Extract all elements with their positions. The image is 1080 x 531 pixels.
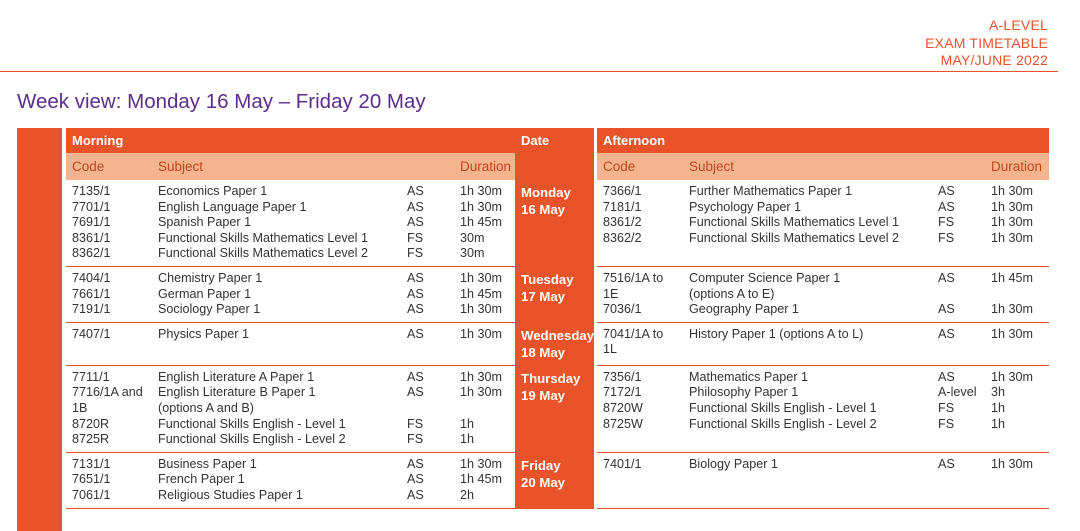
am-subject: Functional Skills Mathematics Level 2	[158, 246, 368, 261]
pm-code: 1E	[603, 286, 619, 301]
am-subject: Economics Paper 1	[158, 184, 268, 198]
pm-duration: 1h 30m	[991, 456, 1034, 471]
am-level: AS	[407, 270, 424, 285]
am-level: FS	[407, 230, 424, 245]
pm-subject: Functional Skills Mathematics Level 2	[689, 230, 900, 245]
am-subject: English Literature B Paper 1	[158, 385, 316, 400]
pm-duration: 1h 30m	[991, 230, 1034, 245]
am-duration: 1h 45m	[460, 286, 503, 301]
am-code: 8362/1	[72, 246, 111, 261]
am-level-cell	[401, 452, 454, 508]
am-subject-cell	[152, 266, 401, 322]
am-duration	[460, 401, 515, 417]
pm-duration: 1h	[991, 400, 1006, 415]
date-label: 18 May	[521, 344, 566, 360]
pm-code-header: Code	[597, 153, 683, 180]
pm-code: 7401/1	[603, 456, 642, 471]
am-code: 7061/1	[72, 487, 111, 502]
am-subject: Spanish Paper 1	[158, 215, 252, 230]
pm-code-cell	[597, 365, 683, 452]
am-code: 7404/1	[72, 270, 111, 285]
am-level: FS	[407, 432, 424, 447]
am-level: AS	[407, 199, 424, 214]
am-code: 8361/1	[72, 230, 111, 245]
pm-subject: Mathematics Paper 1	[689, 369, 809, 384]
pm-duration-cell	[985, 365, 1049, 452]
am-subject: French Paper 1	[158, 472, 245, 487]
pm-code: 1L	[603, 342, 618, 357]
pm-code-cell	[597, 452, 683, 508]
pm-duration: 1h 30m	[991, 326, 1034, 341]
date-label: 19 May	[521, 387, 566, 403]
am-duration: 1h 30m	[460, 385, 503, 400]
am-duration-cell	[454, 322, 515, 365]
pm-subject: Geography Paper 1	[689, 302, 799, 317]
pm-level: FS	[938, 416, 955, 431]
pm-subject: Philosophy Paper 1	[689, 385, 799, 400]
am-code: 7651/1	[72, 472, 111, 487]
pm-level: AS	[938, 270, 955, 285]
am-subject-cell	[152, 180, 401, 266]
pm-level	[938, 287, 985, 303]
column-header-row	[66, 153, 1049, 180]
am-duration: 1h 30m	[460, 302, 503, 317]
am-level: AS	[407, 385, 424, 400]
pm-level-cell	[932, 180, 985, 266]
am-subject: Religious Studies Paper 1	[158, 487, 303, 502]
pm-duration: 1h 30m	[991, 184, 1034, 198]
pm-subject-cell	[683, 322, 932, 365]
pm-subject-cell	[683, 266, 932, 322]
am-duration: 2h	[460, 487, 475, 502]
pm-duration-cell	[985, 266, 1049, 322]
am-code: 8725R	[72, 432, 110, 447]
am-duration: 1h 30m	[460, 199, 503, 214]
side-accent-bar	[17, 128, 62, 531]
pm-code: 8361/2	[603, 215, 642, 230]
am-level: AS	[407, 472, 424, 487]
am-duration: 1h 45m	[460, 215, 503, 230]
pm-code: 7366/1	[603, 184, 642, 198]
am-code: 7661/1	[72, 286, 111, 301]
pm-code: 7516/1A to	[603, 270, 664, 285]
am-duration-cell	[454, 452, 515, 508]
pm-code-cell	[597, 266, 683, 322]
am-subject: Functional Skills English - Level 2	[158, 432, 346, 447]
title-line-3: MAY/JUNE 2022	[940, 52, 1048, 68]
am-duration: 30m	[460, 230, 485, 245]
am-subject: Chemistry Paper 1	[158, 270, 263, 285]
pm-duration: 1h	[991, 416, 1006, 431]
pm-code: 7356/1	[603, 369, 642, 384]
week-title: Week view: Monday 16 May – Friday 20 May	[17, 90, 426, 113]
header-divider	[0, 71, 1058, 72]
am-level-cell	[401, 322, 454, 365]
pm-code: 8725W	[603, 416, 643, 431]
date-header-blank	[515, 153, 594, 180]
am-subject: Sociology Paper 1	[158, 302, 261, 317]
am-level: AS	[407, 184, 424, 198]
am-code: 8720R	[72, 416, 110, 431]
am-level: AS	[407, 456, 424, 471]
weekday-label: Wednesday	[521, 327, 595, 343]
pm-level: AS	[938, 184, 955, 198]
am-duration: 1h 30m	[460, 326, 503, 341]
pm-level: FS	[938, 230, 955, 245]
section-header-row	[66, 128, 1049, 153]
am-subject-header: Subject	[152, 153, 454, 180]
am-subject-cell	[152, 322, 401, 365]
weekday-label: Monday	[521, 185, 571, 200]
am-subject-cell	[152, 452, 401, 508]
pm-level-cell	[932, 266, 985, 322]
am-level: AS	[407, 487, 424, 502]
pm-level-cell	[932, 452, 985, 508]
title-line-1: A-LEVEL	[989, 17, 1048, 33]
am-subject: Functional Skills Mathematics Level 1	[158, 230, 368, 245]
am-subject-cell	[152, 365, 401, 452]
morning-header: Morning	[66, 128, 515, 153]
pm-level-cell	[932, 322, 985, 365]
am-subject: (options A and B)	[158, 400, 254, 415]
date-cell	[515, 452, 594, 508]
am-subject: English Language Paper 1	[158, 199, 307, 214]
day-rows	[66, 180, 1049, 508]
day-row	[66, 266, 1049, 322]
am-level: AS	[407, 326, 424, 341]
timetable	[66, 128, 1049, 509]
am-level	[407, 401, 454, 417]
am-duration: 1h	[460, 416, 475, 431]
am-level: AS	[407, 215, 424, 230]
date-header: Date	[515, 128, 594, 153]
am-code: 7135/1	[72, 184, 111, 198]
am-level-cell	[401, 365, 454, 452]
am-code: 7701/1	[72, 199, 111, 214]
am-level: AS	[407, 302, 424, 317]
am-duration: 1h 30m	[460, 184, 503, 198]
pm-code: 7172/1	[603, 385, 642, 400]
am-duration: 1h 30m	[460, 456, 503, 471]
pm-duration-header: Duration	[985, 153, 1049, 180]
am-duration: 1h	[460, 432, 475, 447]
day-row	[66, 180, 1049, 266]
weekday-label: Thursday	[521, 370, 581, 386]
pm-code: 7036/1	[603, 302, 642, 317]
am-level-cell	[401, 266, 454, 322]
date-cell	[515, 180, 594, 266]
pm-duration: 3h	[991, 385, 1006, 400]
afternoon-header: Afternoon	[597, 128, 1049, 153]
am-code-cell	[66, 365, 152, 452]
am-subject: English Literature A Paper 1	[158, 369, 315, 384]
am-level: FS	[407, 246, 424, 261]
pm-level: A-level	[938, 385, 977, 400]
am-level-cell	[401, 180, 454, 266]
pm-subject: (options A to E)	[689, 286, 775, 301]
am-duration-header: Duration	[454, 153, 515, 180]
day-row	[66, 322, 1049, 365]
date-label: 20 May	[521, 474, 566, 490]
am-duration-cell	[454, 180, 515, 266]
am-code: 7716/1A and	[72, 385, 143, 400]
pm-duration: 1h 30m	[991, 199, 1034, 214]
pm-subject-cell	[683, 180, 932, 266]
pm-code-cell	[597, 180, 683, 266]
pm-subject: History Paper 1 (options A to L)	[689, 326, 864, 341]
am-code-cell	[66, 180, 152, 266]
am-code: 7407/1	[72, 326, 111, 341]
am-code-cell	[66, 266, 152, 322]
pm-level: AS	[938, 369, 955, 384]
am-code: 7191/1	[72, 302, 111, 317]
pm-subject: Biology Paper 1	[689, 456, 778, 471]
pm-duration-cell	[985, 452, 1049, 508]
pm-subject: Functional Skills English - Level 1	[689, 400, 877, 415]
date-label: 16 May	[521, 202, 566, 217]
am-code: 1B	[72, 400, 88, 415]
am-duration: 30m	[460, 246, 485, 261]
pm-subject-header: Subject	[683, 153, 985, 180]
pm-subject-cell	[683, 365, 932, 452]
pm-level: AS	[938, 456, 955, 471]
pm-subject: Further Mathematics Paper 1	[689, 184, 853, 198]
pm-code: 8720W	[603, 400, 643, 415]
pm-subject: Computer Science Paper 1	[689, 270, 841, 285]
am-duration-cell	[454, 365, 515, 452]
pm-subject-cell	[683, 452, 932, 508]
pm-level: AS	[938, 302, 955, 317]
pm-duration	[991, 287, 1049, 303]
am-subject: Physics Paper 1	[158, 326, 249, 341]
am-code-cell	[66, 322, 152, 365]
title-line-2: EXAM TIMETABLE	[925, 34, 1048, 51]
pm-level: FS	[938, 215, 955, 230]
pm-level: FS	[938, 400, 955, 415]
date-cell	[515, 266, 594, 322]
am-duration: 1h 30m	[460, 369, 503, 384]
am-code-cell	[66, 452, 152, 508]
pm-code: 8362/2	[603, 230, 642, 245]
am-code-header: Code	[66, 153, 152, 180]
pm-level-cell	[932, 365, 985, 452]
am-code: 7691/1	[72, 215, 111, 230]
date-label: 17 May	[521, 288, 566, 304]
pm-duration-cell	[985, 322, 1049, 365]
pm-level: AS	[938, 326, 955, 341]
am-subject: Business Paper 1	[158, 456, 257, 471]
pm-duration: 1h 30m	[991, 215, 1034, 230]
pm-code-cell	[597, 322, 683, 365]
pm-subject: Functional Skills English - Level 2	[689, 416, 877, 431]
am-level: AS	[407, 369, 424, 384]
pm-code: 7181/1	[603, 199, 642, 214]
day-row	[66, 452, 1049, 508]
pm-duration: 1h 30m	[991, 369, 1034, 384]
pm-code: 7041/1A to	[603, 326, 664, 341]
am-duration-cell	[454, 266, 515, 322]
weekday-label: Friday	[521, 457, 561, 473]
am-level: FS	[407, 416, 424, 431]
am-subject: Functional Skills English - Level 1	[158, 416, 346, 431]
am-code: 7711/1	[72, 369, 110, 384]
day-row	[66, 365, 1049, 452]
pm-duration: 1h 30m	[991, 302, 1034, 317]
am-subject: German Paper 1	[158, 286, 252, 301]
pm-duration: 1h 45m	[991, 270, 1034, 285]
am-code: 7131/1	[72, 456, 111, 471]
pm-duration-cell	[985, 180, 1049, 266]
weekday-label: Tuesday	[521, 271, 574, 287]
pm-subject: Functional Skills Mathematics Level 1	[689, 215, 900, 230]
pm-level: AS	[938, 199, 955, 214]
am-level: AS	[407, 286, 424, 301]
document-title	[925, 17, 1048, 70]
am-duration: 1h 30m	[460, 270, 503, 285]
am-duration: 1h 45m	[460, 472, 503, 487]
date-cell	[515, 365, 594, 452]
date-cell	[515, 322, 594, 365]
pm-subject: Psychology Paper 1	[689, 199, 802, 214]
